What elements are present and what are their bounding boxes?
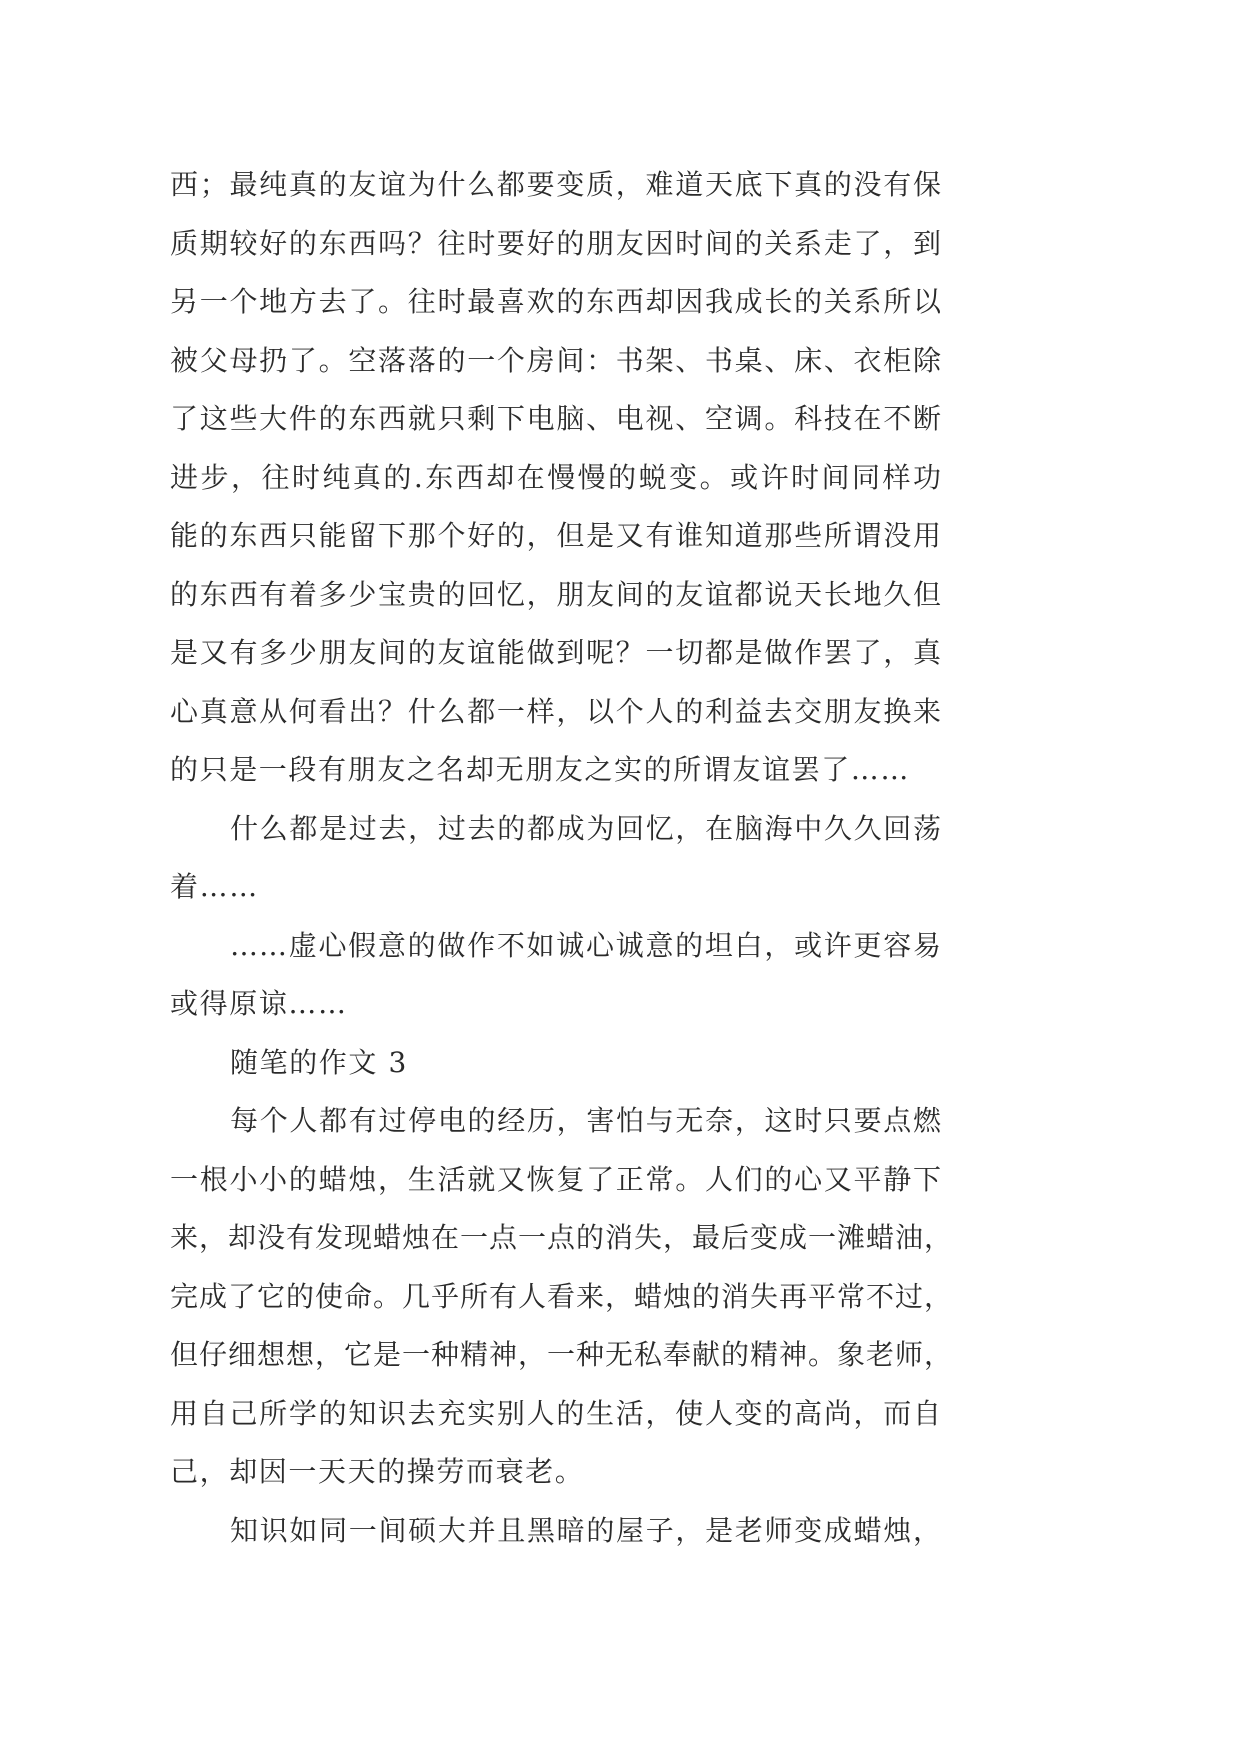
text-line: 每个人都有过停电的经历，害怕与无奈，这时只要点燃 [230, 1104, 942, 1137]
body-text [170, 156, 954, 1560]
text-line: 是又有多少朋友间的友谊能做到呢？一切都是做作罢了，真 [170, 636, 942, 669]
text-line: 进步，往时纯真的.东西却在慢慢的蜕变。或许时间同样功 [170, 460, 942, 494]
text-line: 但仔细想想，它是一种精神，一种无私奉献的精神。象老师， [170, 1338, 954, 1371]
text-line: 的只是一段有朋友之名却无朋友之实的所谓友谊罢了…… [170, 753, 911, 786]
text-line: 心真意从何看出？什么都一样，以个人的利益去交朋友换来 [170, 694, 942, 728]
text-line: 能的东西只能留下那个好的，但是又有谁知道那些所谓没用 [170, 519, 942, 552]
text-line: 西；最纯真的友谊为什么都要变质，难道天底下真的没有保 [170, 168, 942, 201]
section-heading: 随笔的作文 3 [230, 1045, 408, 1079]
text-line: 完成了它的使命。几乎所有人看来，蜡烛的消失再平常不过， [170, 1279, 954, 1313]
text-line: 一根小小的蜡烛，生活就又恢复了正常。人们的心又平静下 [170, 1162, 942, 1196]
text-line: 着…… [170, 870, 259, 903]
text-line: 知识如同一间硕大并且黑暗的屋子，是老师变成蜡烛， [230, 1513, 942, 1547]
text-line: 己，却因一天天的操劳而衰老。 [170, 1455, 585, 1488]
text-line: 来，却没有发现蜡烛在一点一点的消失，最后变成一滩蜡油， [170, 1221, 954, 1254]
text-line: 质期较好的东西吗？往时要好的朋友因时间的关系走了，到 [170, 226, 942, 260]
text-line: 或得原谅…… [170, 987, 348, 1020]
text-line: 什么都是过去，过去的都成为回忆，在脑海中久久回荡 [230, 811, 942, 845]
text-line: 的东西有着多少宝贵的回忆，朋友间的友谊都说天长地久但 [170, 577, 942, 611]
text-line: 被父母扔了。空落落的一个房间：书架、书桌、床、衣柜除 [170, 343, 942, 377]
text-line: 用自己所学的知识去充实别人的生活，使人变的高尚，而自 [170, 1396, 942, 1430]
text-line: ……虚心假意的做作不如诚心诚意的坦白，或许更容易 [230, 928, 942, 962]
text-line: 另一个地方去了。往时最喜欢的东西却因我成长的关系所以 [170, 285, 942, 318]
text-line: 了这些大件的东西就只剩下电脑、电视、空调。科技在不断 [170, 402, 942, 435]
